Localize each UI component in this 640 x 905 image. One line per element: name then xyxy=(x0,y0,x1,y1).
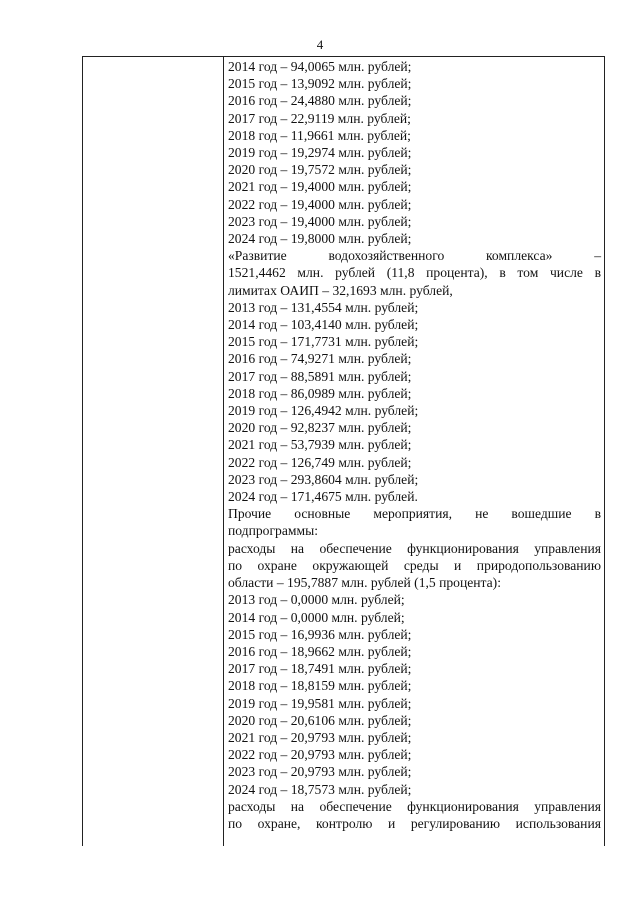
text-line: 2018 год – 86,0989 млн. рублей; xyxy=(228,385,412,401)
text-line: 2023 год – 19,4000 млн. рублей; xyxy=(228,213,412,229)
text-line: 2024 год – 19,8000 млн. рублей; xyxy=(228,231,412,247)
text-line: 2020 год – 19,7572 млн. рублей; xyxy=(228,162,412,178)
document-table xyxy=(82,56,605,846)
page-number: 4 xyxy=(316,37,324,52)
table-cell-text xyxy=(228,58,601,832)
text-line: 2019 год – 126,4942 млн. рублей; xyxy=(228,403,419,419)
text-line: 2021 год – 19,4000 млн. рублей; xyxy=(228,179,412,195)
text-line: 2020 год – 20,6106 млн. рублей; xyxy=(228,712,412,728)
text-line: 2021 год – 53,7939 млн. рублей; xyxy=(228,437,412,453)
text-line: 2015 год – 16,9936 млн. рублей; xyxy=(228,626,412,642)
text-line: 2015 год – 171,7731 млн. рублей; xyxy=(228,334,419,350)
text-line: 2023 год – 293,8604 млн. рублей; xyxy=(228,471,419,487)
text-line: 2024 год – 171,4675 млн. рублей. xyxy=(228,489,418,505)
text-line: 2016 год – 24,4880 млн. рублей; xyxy=(228,93,412,109)
column-divider xyxy=(223,57,224,846)
text-line: 2014 год – 103,4140 млн. рублей; xyxy=(228,317,419,333)
text-line: 2014 год – 94,0065 млн. рублей; xyxy=(228,59,412,74)
text-line: 2022 год – 126,749 млн. рублей; xyxy=(228,454,412,470)
text-line: 2018 год – 18,8159 млн. рублей; xyxy=(228,678,412,694)
text-line: 2023 год – 20,9793 млн. рублей; xyxy=(228,764,412,780)
text-line: «Развитие водохозяйственного комплекса» – xyxy=(228,248,601,264)
text-line: 2014 год – 0,0000 млн. рублей; xyxy=(228,609,405,625)
text-line: подпрограммы: xyxy=(228,523,318,539)
text-line: 2013 год – 131,4554 млн. рублей; xyxy=(228,299,419,315)
text-line: расходы на обеспечение функционирования управления xyxy=(228,798,601,814)
text-line: 2022 год – 19,4000 млн. рублей; xyxy=(228,196,412,212)
text-line: 2017 год – 88,5891 млн. рублей; xyxy=(228,368,412,384)
text-line: 2015 год – 13,9092 млн. рублей; xyxy=(228,76,412,92)
text-line: по охране окружающей среды и природопользованию xyxy=(228,557,601,573)
text-line: 2016 год – 74,9271 млн. рублей; xyxy=(228,351,412,367)
text-line: 2020 год – 92,8237 млн. рублей; xyxy=(228,420,412,436)
text-line: 2016 год – 18,9662 млн. рублей; xyxy=(228,643,412,659)
text-line: расходы на обеспечение функционирования управления xyxy=(228,540,601,556)
text-line: 2022 год – 20,9793 млн. рублей; xyxy=(228,747,412,763)
text-line: 2019 год – 19,2974 млн. рублей; xyxy=(228,145,412,161)
text-line: 2018 год – 11,9661 млн. рублей; xyxy=(228,127,411,143)
text-line: лимитах ОАИП – 32,1693 млн. рублей, xyxy=(228,282,453,298)
text-line: 2013 год – 0,0000 млн. рублей; xyxy=(228,592,405,608)
text-line: 2021 год – 20,9793 млн. рублей; xyxy=(228,729,412,745)
text-line: по охране, контролю и регулированию использования xyxy=(228,815,601,831)
text-line: 1521,4462 млн. рублей (11,8 процента), в том числе в xyxy=(228,265,601,281)
text-line: 2019 год – 19,9581 млн. рублей; xyxy=(228,695,412,711)
text-line: 2017 год – 18,7491 млн. рублей; xyxy=(228,661,412,677)
text-line: 2017 год – 22,9119 млн. рублей; xyxy=(228,110,411,126)
text-line: 2024 год – 18,7573 млн. рублей; xyxy=(228,781,412,797)
text-line: области – 195,7887 млн. рублей (1,5 процента): xyxy=(228,575,501,591)
text-line: Прочие основные мероприятия, не вошедшие в xyxy=(228,506,601,522)
